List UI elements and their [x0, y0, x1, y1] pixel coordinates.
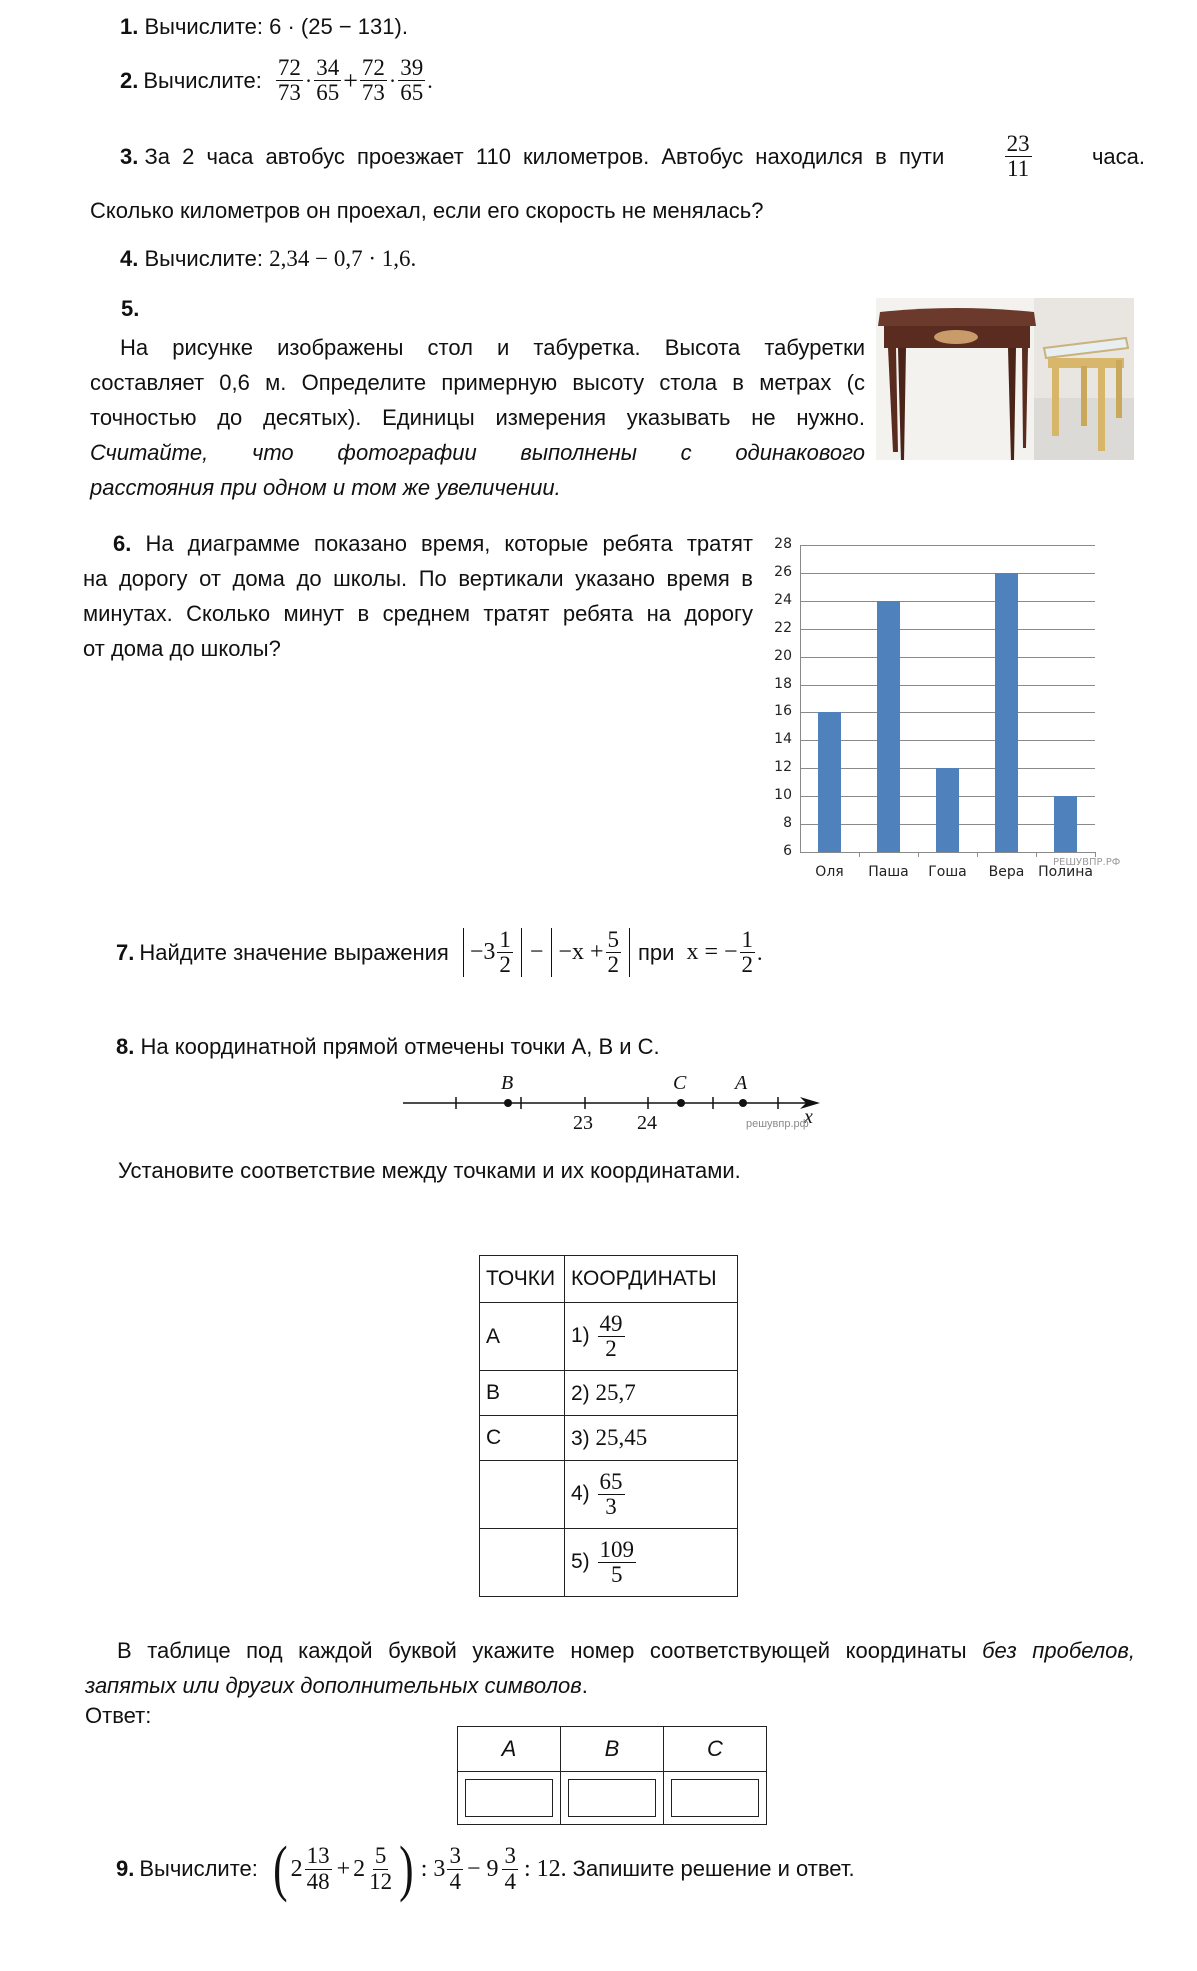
problem-number: 7.: [116, 939, 135, 965]
table-row: 5) $\frac{109}{5}$: [480, 1529, 738, 1597]
text-line: Считайте, что фотографии выполнены с одинакового: [90, 440, 865, 465]
y-tick-label: 10: [774, 787, 792, 804]
y-axis: [800, 545, 801, 852]
problem-text: Запишите решение и ответ.: [572, 1856, 855, 1881]
answer-instruction: В таблице под каждой буквой укажите номер соответствующей координаты без пробелов, запятых или других дополнительных символов.: [85, 1638, 1135, 1698]
point-label-c: C: [673, 1072, 687, 1094]
x-tick: [977, 852, 978, 857]
answer-label: Ответ:: [85, 1703, 152, 1728]
x-tick-label: Вера: [988, 864, 1025, 880]
point-label-b: B: [501, 1072, 514, 1094]
operator: −: [529, 939, 544, 966]
fraction: $\frac{5}{2}$: [607, 927, 619, 978]
text-line: На рисунке изображены стол и табуретка. Высота табуретки: [120, 335, 865, 360]
x-tick-label: Паша: [868, 864, 909, 880]
paren-close: ): [399, 1835, 414, 1903]
paren-open: (: [273, 1835, 288, 1903]
text-line: минутах. Сколько минут в среднем тратят ребята на дорогу: [83, 601, 753, 626]
problem-label: Вычислите:: [144, 246, 264, 271]
x-tick: [859, 852, 860, 857]
gridline: [800, 657, 1095, 658]
bar-5: [1054, 796, 1077, 852]
table-row: B 2) 25,7: [480, 1371, 738, 1416]
y-tick-label: 8: [783, 815, 792, 832]
problem-text: часа.: [1091, 143, 1145, 169]
problem-text: Вычислите: 6 · (25 − 131).: [144, 14, 408, 39]
problem-number: 8.: [116, 1034, 135, 1059]
problem-3-line2: Сколько километров он проехал, если его скорость не менялась?: [90, 198, 764, 223]
problem-label: Вычислите:: [139, 1856, 258, 1881]
fraction: $\frac{72}{73}$: [277, 55, 301, 106]
y-tick-label: 12: [774, 759, 792, 776]
y-tick-label: 28: [774, 536, 792, 552]
column-header: ТОЧКИ: [480, 1256, 565, 1303]
text-line: составляет 0,6 м. Определите примерную высоту стола в метрах (с: [90, 370, 865, 395]
problem-8: [116, 1034, 660, 1060]
x-axis: [800, 852, 1095, 853]
absolute-value: −x + $\frac{5}{2}$: [551, 928, 630, 977]
gridline: [800, 573, 1095, 574]
fraction: $\frac{34}{65}$: [316, 55, 340, 106]
fraction: $\frac{65}{3}$: [599, 1468, 623, 1519]
operator: +: [343, 65, 358, 95]
matching-table: [479, 1255, 738, 1597]
fraction: $\frac{13}{48}$: [306, 1843, 330, 1894]
fraction: $\frac{49}{2}$: [599, 1310, 623, 1361]
y-tick-label: 18: [774, 675, 792, 692]
problem-number: 2.: [120, 67, 139, 93]
problem-text: при: [638, 939, 675, 965]
bar-4: [995, 573, 1018, 852]
problem-number: 6.: [113, 531, 132, 556]
text-line: на дорогу от дома до школы. По вертикали указано время в: [83, 566, 753, 591]
problem-1: [120, 14, 408, 40]
x-tick: [1036, 852, 1037, 857]
gridline: [800, 712, 1095, 713]
text-line: 6. На диаграмме показано время, которые ребята тратят: [113, 531, 753, 556]
table-row: A 1) $\frac{49}{2}$: [480, 1303, 738, 1371]
table-header-row: [480, 1256, 738, 1303]
point-label-a: A: [735, 1072, 748, 1094]
problem-4: [120, 246, 416, 272]
x-tick: [918, 852, 919, 857]
tick-label: 24: [637, 1112, 657, 1134]
table-row: 4) $\frac{65}{3}$: [480, 1461, 738, 1529]
y-tick-label: 6: [783, 843, 792, 859]
text-line: точностью до десятых). Единицы измерения указывать не нужно.: [90, 405, 865, 430]
problem-9: 9. Вычислите: ( 2 $\frac{13}{48}$ + 2 $\frac{5}{12}$ ) : 3 $\frac{3}{4}$ − 9 $\frac{3}{4}$ : 12. Запишите решение и ответ.: [116, 1835, 855, 1903]
expression: x = −: [686, 939, 738, 966]
y-tick-label: 20: [774, 647, 792, 664]
fraction: $\frac{109}{5}$: [599, 1536, 635, 1587]
fraction: $\frac{23}{11}$: [1006, 131, 1030, 182]
fraction: $\frac{3}{4}$: [449, 1843, 461, 1894]
fraction: $\frac{72}{73}$: [361, 55, 385, 106]
answer-input-b[interactable]: [568, 1779, 656, 1817]
punctuation: .: [427, 67, 433, 93]
gridline: [800, 685, 1095, 686]
text-line: от дома до школы?: [83, 636, 281, 661]
table-and-stool-photo: [876, 298, 1134, 460]
problem-text: За 2 часа автобус проезжает 110 километров. Автобус находился в пути: [144, 143, 945, 169]
bar-chart: [760, 530, 1140, 900]
x-tick-label: Оля: [815, 864, 844, 880]
y-tick-label: 22: [774, 619, 792, 636]
fraction: $\frac{3}{4}$: [504, 1843, 516, 1894]
gridline: [800, 545, 1095, 546]
expression: 2,34 − 0,7 · 1,6.: [269, 246, 417, 271]
problem-text: На координатной прямой отмечены точки A, B и C.: [140, 1034, 660, 1059]
fraction: $\frac{39}{65}$: [400, 55, 424, 106]
problem-label: Найдите значение выражения: [139, 939, 449, 965]
problem-number: 9.: [116, 1856, 135, 1881]
y-tick-label: 26: [774, 563, 792, 580]
problem-5-text: [90, 330, 865, 505]
column-header: КООРДИНАТЫ: [565, 1256, 738, 1303]
gridline: [800, 601, 1095, 602]
gridline: [800, 629, 1095, 630]
answer-input-c[interactable]: [671, 1779, 759, 1817]
fraction: $\frac{1}{2}$: [499, 927, 511, 978]
x-tick-label: Полина: [1038, 864, 1093, 880]
number-line: [400, 1070, 830, 1140]
bar-1: [818, 712, 841, 852]
answer-input-a[interactable]: [465, 1779, 553, 1817]
y-tick-label: 14: [774, 731, 792, 748]
fraction: $\frac{1}{2}$: [741, 927, 754, 978]
answer-header-c: C: [664, 1727, 767, 1772]
problem-number: 3.: [120, 143, 139, 169]
gridline: [800, 740, 1095, 741]
y-tick-label: 24: [774, 591, 792, 608]
x-tick-label: Гоша: [928, 864, 967, 880]
problem-6-text: [83, 526, 753, 666]
bar-3: [936, 768, 959, 852]
problem-7: 7. Найдите значение выражения −3 $\frac{1}{2}$ − −x + $\frac{5}{2}$ при x = − $\frac{1}{2}$ .: [116, 927, 763, 978]
bar-2: [877, 601, 900, 852]
fraction: $\frac{5}{12}$: [369, 1843, 393, 1894]
problem-number: 5.: [121, 296, 140, 321]
operator: ·: [304, 67, 313, 93]
absolute-value: −3 $\frac{1}{2}$: [463, 928, 522, 977]
operator: ·: [388, 67, 397, 93]
text-line: расстояния при одном и том же увеличении.: [90, 475, 561, 500]
problem-number: 4.: [120, 246, 139, 271]
problem-8-instruction: Установите соответствие между точками и их координатами.: [118, 1158, 741, 1183]
axis-label: x: [804, 1106, 813, 1128]
y-tick-label: 16: [774, 703, 792, 720]
problem-3-line1: [120, 132, 1145, 181]
table-row: C 3) 25,45: [480, 1416, 738, 1461]
answer-table: [457, 1726, 767, 1825]
watermark: решувпр.рф: [746, 1118, 809, 1130]
watermark: РЕШУВПР.РФ: [1053, 857, 1121, 868]
answer-header-b: B: [561, 1727, 664, 1772]
problem-number: 1.: [120, 14, 139, 39]
answer-header-a: A: [458, 1727, 561, 1772]
tick-label: 23: [573, 1112, 593, 1134]
problem-2: [120, 56, 433, 105]
problem-label: Вычислите:: [143, 67, 262, 93]
